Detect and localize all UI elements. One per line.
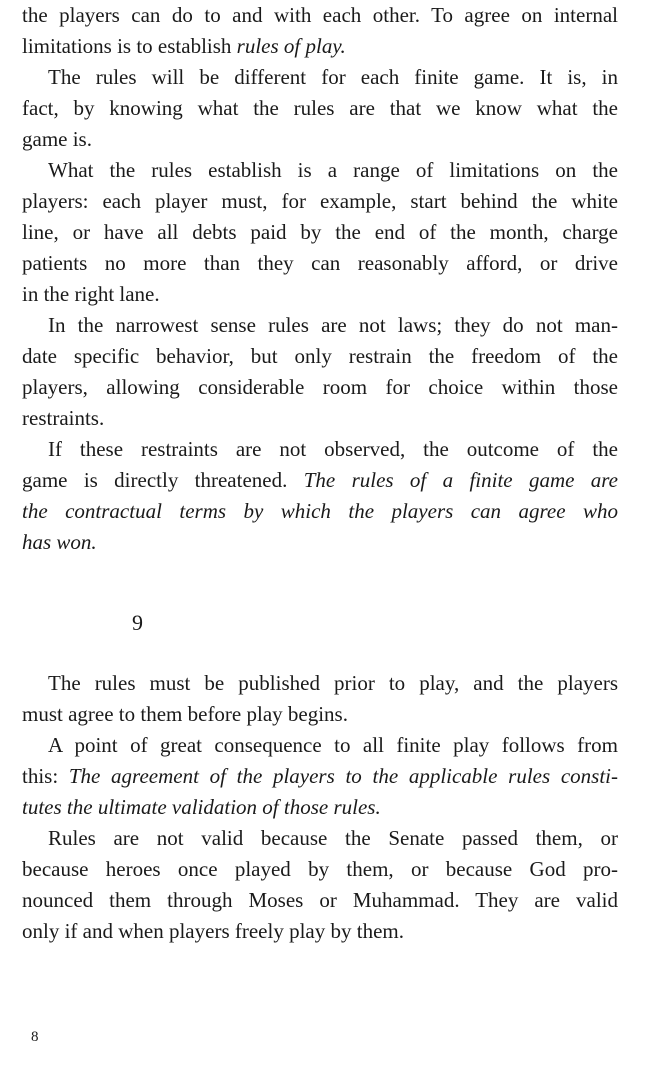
text-run: this: [22, 764, 69, 788]
text-run: patients no more than they can reasonably afford, or drive [22, 251, 618, 275]
italic-text: rules of play. [236, 34, 346, 58]
page-number: 8 [31, 1029, 39, 1045]
text-line [22, 217, 618, 248]
text-line [22, 885, 618, 916]
text-line [22, 730, 618, 761]
text-run: The rules will be different for each finite game. It is, in [48, 65, 618, 89]
text-run: Rules are not valid because the Senate passed them, or [48, 826, 618, 850]
text-line [22, 823, 618, 854]
text-run: The rules must be published prior to play, and the players [48, 671, 618, 695]
italic-text: has won. [22, 530, 97, 554]
text-run: only if and when players freely play by them. [22, 919, 404, 943]
text-line [22, 465, 618, 496]
text-line [22, 31, 618, 62]
italic-text: The agreement of the players to the applicable rules consti- [68, 764, 618, 788]
italic-text: tutes the ultimate validation of those rules. [22, 795, 381, 819]
text-line [22, 279, 618, 310]
text-line [22, 527, 618, 558]
text-line [22, 124, 618, 155]
text-line [22, 916, 618, 947]
text-line [22, 155, 618, 186]
italic-text: The rules of a finite game are [303, 468, 618, 492]
text-run: A point of great consequence to all finite play follows from [48, 733, 618, 757]
italic-text: the contractual terms by which the players can agree who [22, 499, 618, 523]
text-run: players, allowing considerable room for choice within those [22, 375, 618, 399]
text-run: limitations is to establish [22, 34, 237, 58]
text-run: game is directly threatened. [22, 468, 304, 492]
text-run: the players can do to and with each other. To agree on internal [22, 3, 618, 27]
text-line [22, 792, 618, 823]
text-run: line, or have all debts paid by the end of the month, charge [22, 220, 618, 244]
section-number: 9 [132, 610, 143, 635]
text-run: because heroes once played by them, or because God pro- [22, 857, 618, 881]
text-line [22, 403, 618, 434]
text-run: must agree to them before play begins. [22, 702, 348, 726]
text-line [22, 310, 618, 341]
text-line [22, 668, 618, 699]
text-line [22, 248, 618, 279]
text-run: date specific behavior, but only restrain the freedom of the [22, 344, 618, 368]
text-run: nounced them through Moses or Muhammad. They are valid [22, 888, 618, 912]
text-line [22, 434, 618, 465]
text-line [22, 186, 618, 217]
text-run: In the narrowest sense rules are not laws; they do not man- [48, 313, 618, 337]
text-line [22, 0, 618, 31]
text-line [22, 854, 618, 885]
text-run: If these restraints are not observed, the outcome of the [48, 437, 618, 461]
text-line [22, 93, 618, 124]
text-line [22, 341, 618, 372]
text-run: players: each player must, for example, start behind the white [22, 189, 618, 213]
text-run: restraints. [22, 406, 105, 430]
text-line [22, 761, 618, 792]
text-line [22, 62, 618, 93]
text-run: fact, by knowing what the rules are that we know what the [22, 96, 618, 120]
text-line [22, 496, 618, 527]
text-run: What the rules establish is a range of limitations on the [48, 158, 618, 182]
text-line [22, 372, 618, 403]
text-line [22, 699, 618, 730]
text-run: in the right lane. [22, 282, 160, 306]
text-run: game is. [22, 127, 92, 151]
